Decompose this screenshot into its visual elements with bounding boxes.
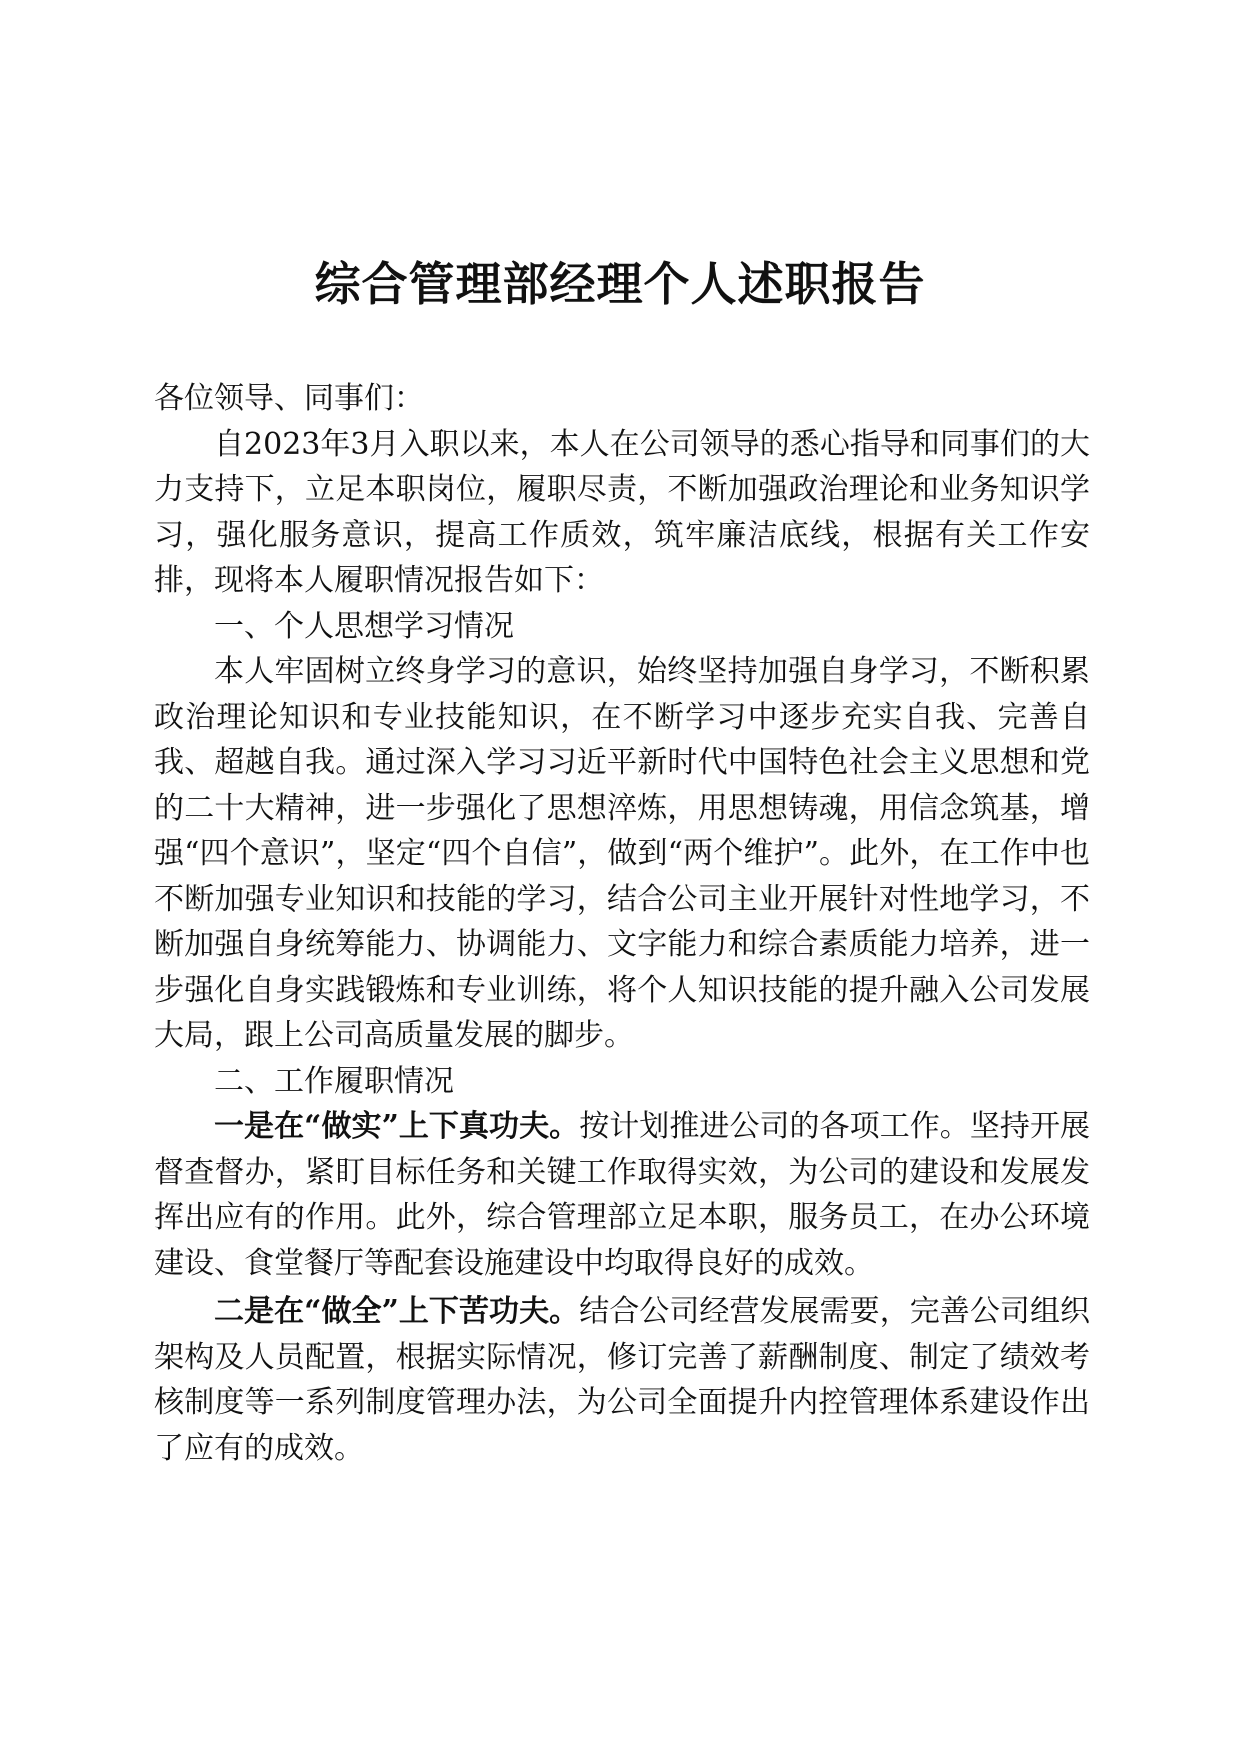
work-item-1-lead: 一是在“做实”上下真功夫。 bbox=[214, 1109, 580, 1144]
section-1-paragraph: 本人牢固树立终身学习的意识，始终坚持加强自身学习，不断积累政治理论知识和专业技能知识，在不断学习中逐步充实自我、完善自我、超越自我。通过深入学习习近平新时代中国特色社会主义思想和党的二十大精神，进一步强化了思想淬炼，用思想铸魂，用信念筑基，增强“四个意识”，坚定“四个自信”，做到“两个维护”。此外，在工作中也不断加强专业知识和技能的学习，结合公司主业开展针对性地学习，不断加强自身统筹能力、协调能力、文字能力和综合素质能力培养，进一步强化自身实践锻炼和专业训练，将个人知识技能的提升融入公司发展大局，跟上公司高质量发展的脚步。 bbox=[154, 654, 1090, 1053]
work-item-paragraph-1 bbox=[154, 1104, 1090, 1286]
work-item-2-lead: 二是在“做全”上下苦功夫。 bbox=[214, 1294, 580, 1329]
section-heading-2: 二、工作履职情况 bbox=[214, 1063, 454, 1099]
intro-paragraph: 自2023年3月入职以来，本人在公司领导的悉心指导和同事们的大力支持下，立足本职岗位，履职尽责，不断加强政治理论和业务知识学习，强化服务意识，提高工作质效，筑牢廉洁底线，根据有关工作安排，现将本人履职情况报告如下： bbox=[154, 426, 1090, 598]
work-item-2-body: 结合公司经营发展需要，完善公司组织架构及人员配置，根据实际情况，修订完善了薪酬制度、制定了绩效考核制度等一系列制度管理办法，为公司全面提升内控管理体系建设作出了应有的成效。 bbox=[154, 1294, 1091, 1466]
work-item-paragraph-2 bbox=[154, 1289, 1090, 1471]
section-heading-1: 一、个人思想学习情况 bbox=[214, 608, 514, 644]
work-item-1-body: 按计划推进公司的各项工作。坚持开展督查督办，紧盯目标任务和关键工作取得实效，为公司的建设和发展发挥出应有的作用。此外，综合管理部立足本职，服务员工，在办公环境建设、食堂餐厅等配套设施建设中均取得良好的成效。 bbox=[154, 1109, 1091, 1281]
salutation: 各位领导、同事们： bbox=[154, 381, 424, 416]
document-body bbox=[154, 376, 1090, 1471]
document-title: 综合管理部经理个人述职报告 bbox=[314, 257, 926, 311]
